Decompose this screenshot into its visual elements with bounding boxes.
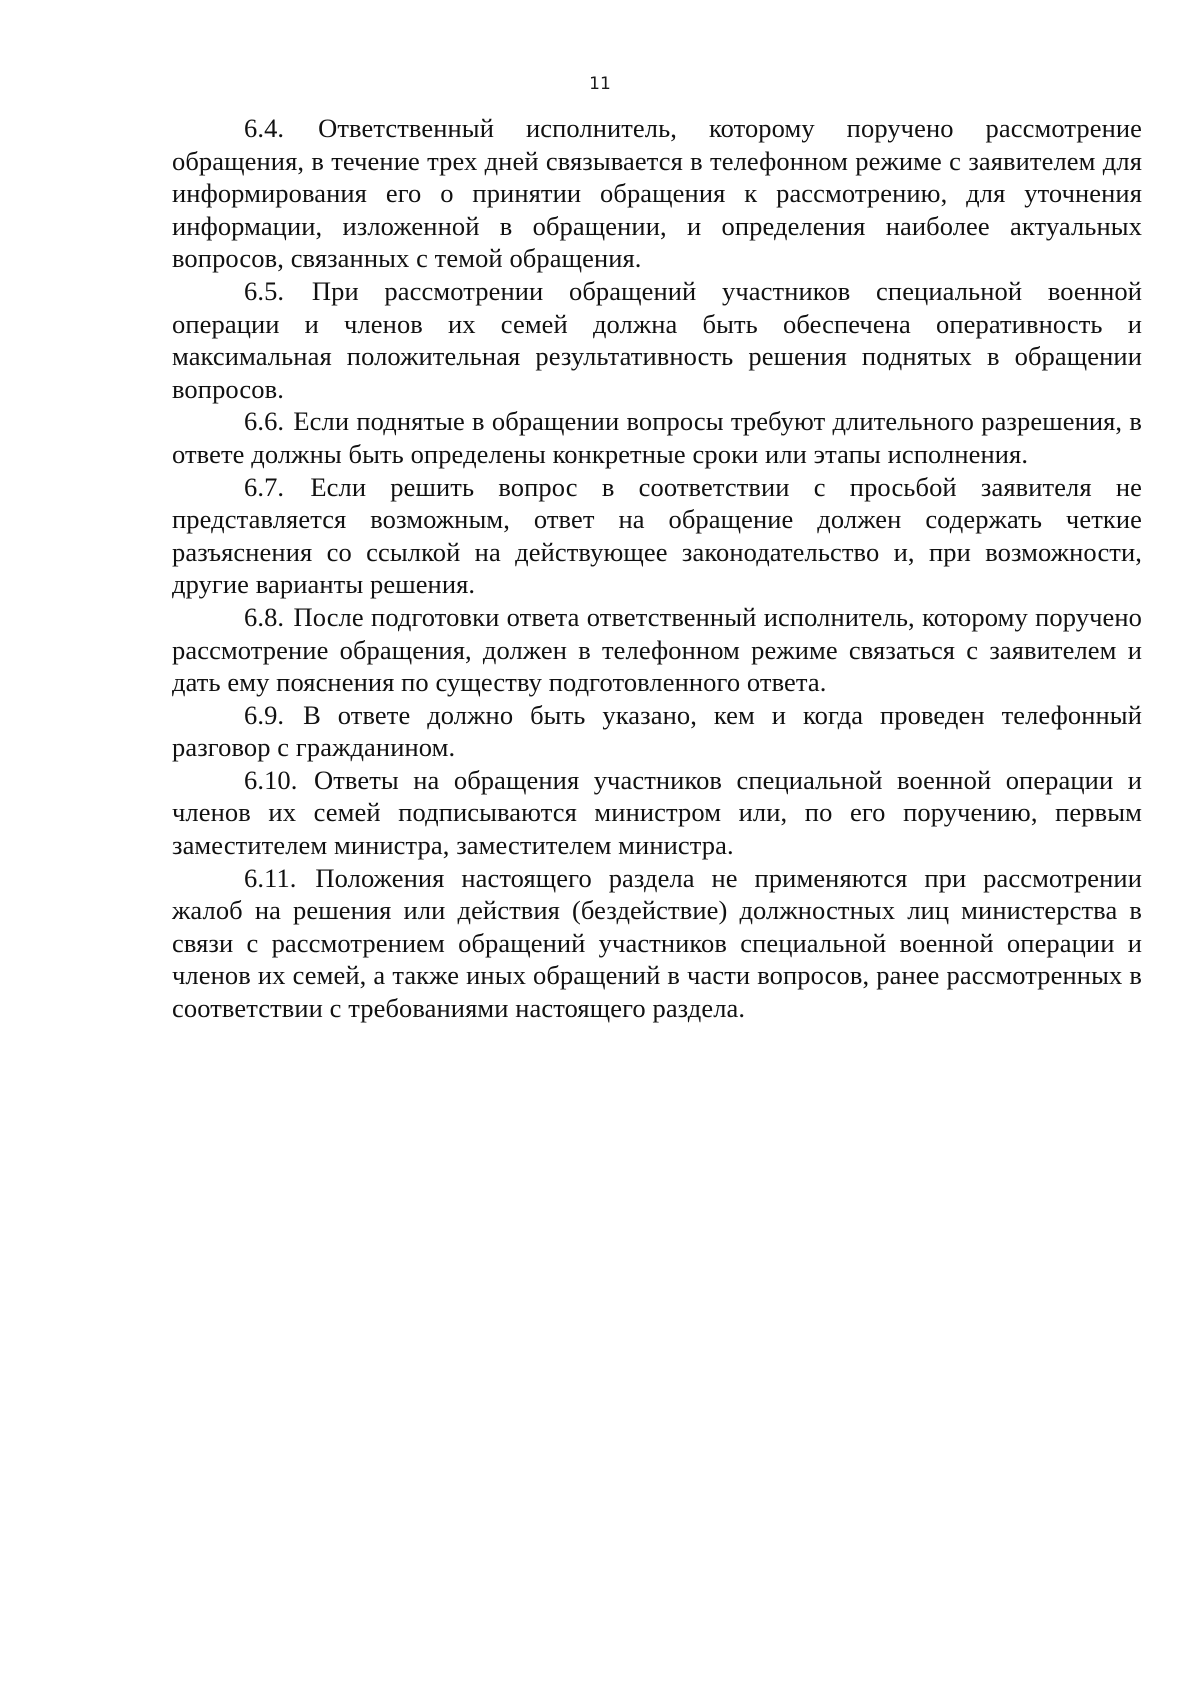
paragraph-number: 6.11. [244,862,297,893]
paragraph-6-11 [172,862,1142,1025]
paragraph-6-8 [172,601,1142,699]
paragraph-text: Ответы на обращения участников специальной военной операции и членов их семей подписываются министром или, по его поручению, первым заместителем министра, заместителем министра. [172,764,1142,861]
paragraph-6-5 [172,275,1142,405]
paragraph-6-9 [172,699,1142,764]
paragraph-6-10 [172,764,1142,862]
paragraph-text: Если решить вопрос в соответствии с просьбой заявителя не представляется возможным, ответ на обращение должен содержать четкие разъяснения со ссылкой на действующее законодательство и, при возможности, другие варианты решения. [172,471,1142,600]
paragraph-text: После подготовки ответа ответственный исполнитель, которому поручено рассмотрение обращения, должен в телефонном режиме связаться с заявителем и дать ему пояснения по существу подготовленного ответа. [172,601,1142,698]
paragraph-6-7 [172,471,1142,601]
page-number: 11 [589,74,611,94]
paragraph-number: 6.9. [244,699,285,730]
paragraph-number: 6.7. [244,471,285,502]
paragraph-text: Ответственный исполнитель, которому поручено рассмотрение обращения, в течение трех дней связывается в телефонном режиме с заявителем для информирования его о принятии обращения к рассмотрению, для уточнения информации, изложенной в обращении, и определения наиболее актуальных вопросов, связанных с темой обращения. [172,113,1142,274]
paragraph-number: 6.4. [244,113,285,143]
document-body [172,112,1142,1025]
paragraph-6-4 [172,112,1142,275]
paragraph-text: Если поднятые в обращении вопросы требуют длительного разрешения, в ответе должны быть определены конкретные сроки или этапы исполнения. [172,406,1142,469]
paragraph-number: 6.8. [244,601,285,632]
paragraph-number: 6.5. [244,275,285,306]
paragraph-text: Положения настоящего раздела не применяются при рассмотрении жалоб на решения или действия (бездействие) должностных лиц министерства в связи с рассмотрением обращений участников специальной военной операции и членов их семей, а также иных обращений в части вопросов, ранее рассмотренных в соответствии с требованиями настоящего раздела. [172,862,1142,1024]
paragraph-number: 6.10. [244,764,298,795]
paragraph-text: При рассмотрении обращений участников специальной военной операции и членов их семей должна быть обеспечена оперативность и максимальная положительная результативность решения поднятых в обращении вопросов. [172,275,1142,404]
paragraph-number: 6.6. [244,406,285,437]
paragraph-text: В ответе должно быть указано, кем и когда проведен телефонный разговор с гражданином. [172,699,1142,763]
paragraph-6-6 [172,405,1142,470]
